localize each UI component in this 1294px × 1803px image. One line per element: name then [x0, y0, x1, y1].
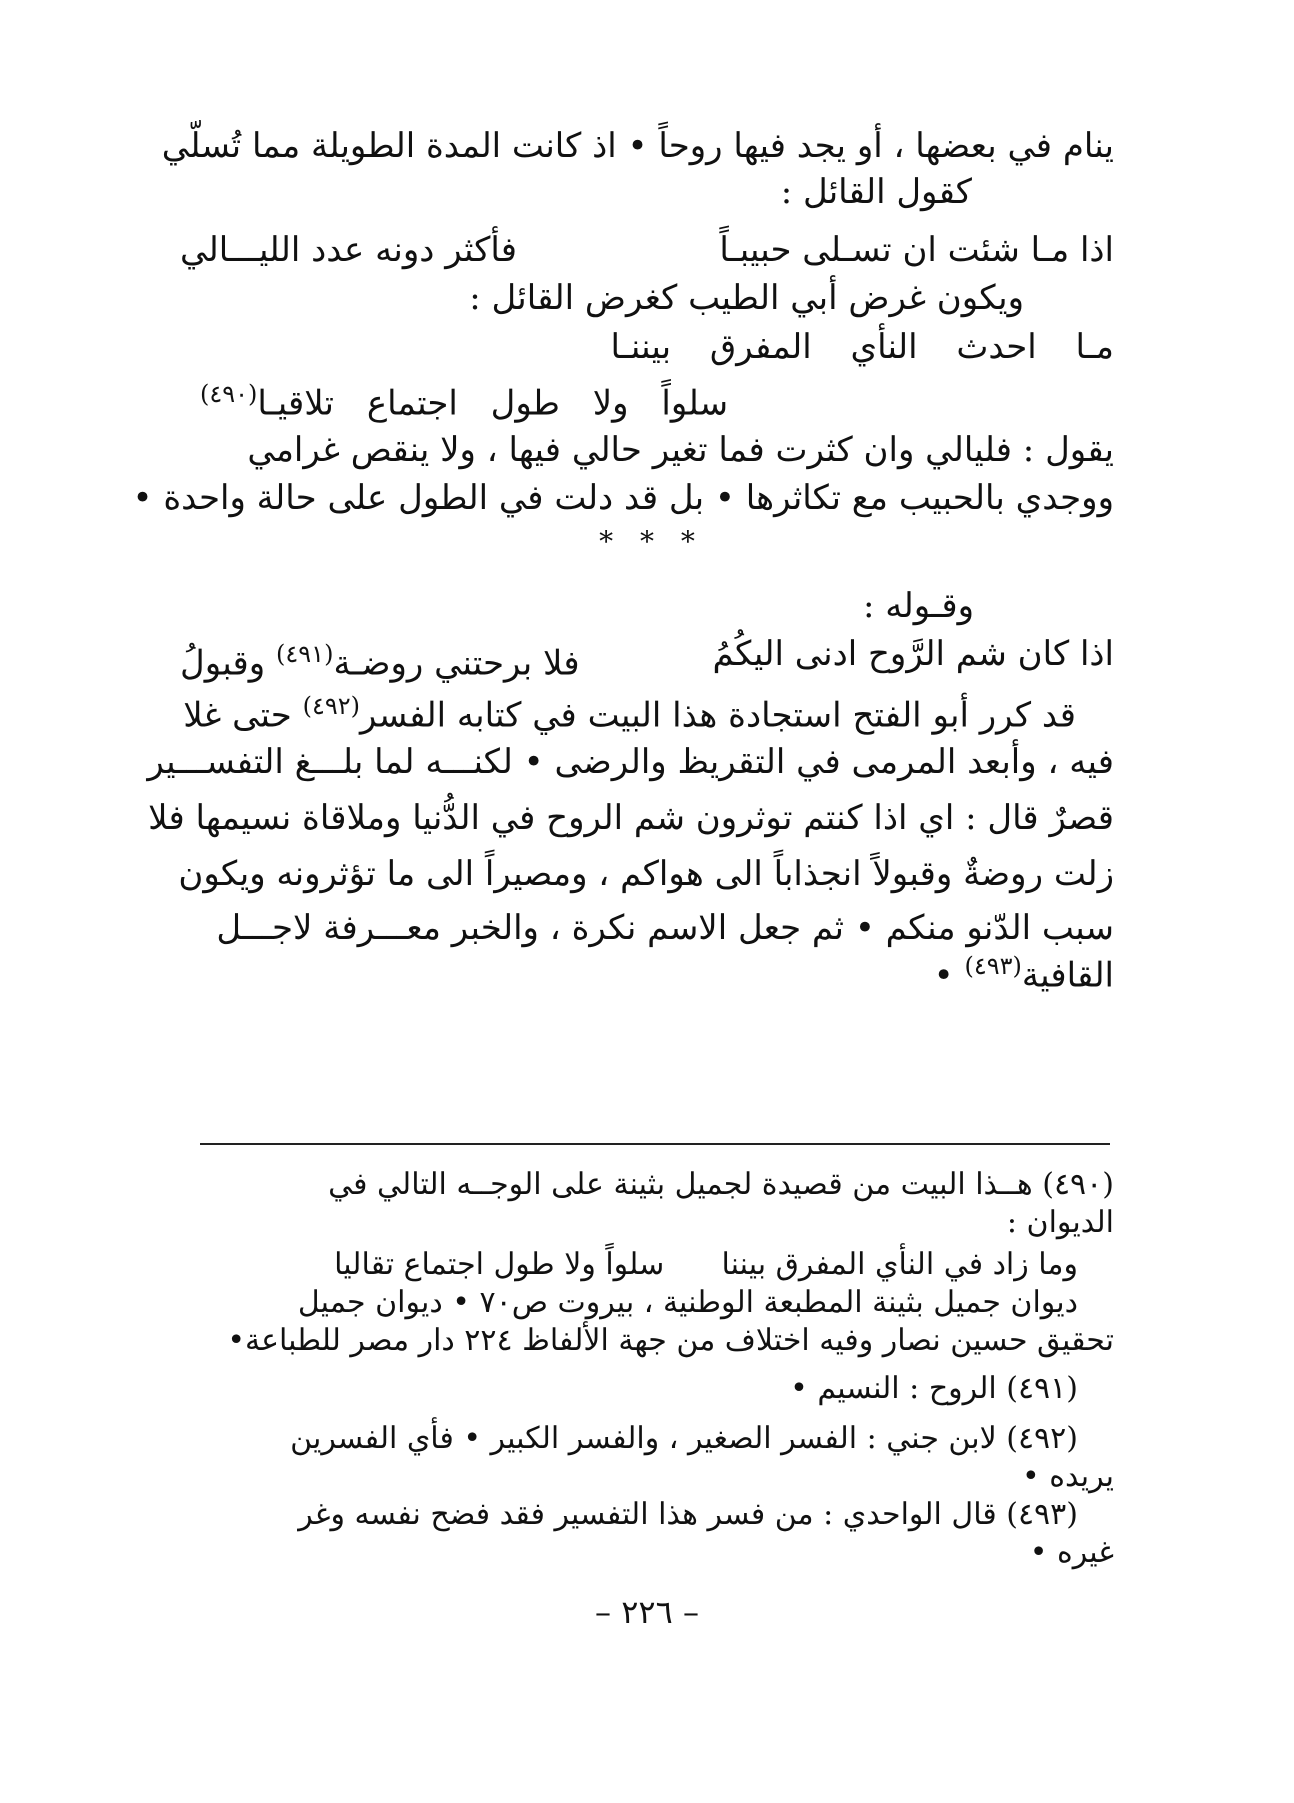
footnote-line: (٤٩٠) هــذا البيت من قصيدة لجميل بثينة على الوجــه التالي في	[328, 1167, 1114, 1202]
verse-second-hemistich	[180, 632, 580, 685]
footnote-reference: (٤٩١)	[276, 640, 334, 668]
text: قد كرر أبو الفتح استجادة هذا البيت في كتابه الفسر	[360, 695, 1076, 736]
footnote-line: (٤٩٢) لابن جني : الفسر الصغير ، والفسر الكبير • فأي الفسرين	[290, 1421, 1078, 1456]
verse-first-hemistich: مـا احدث النأي المفرق بيننـا	[610, 327, 1114, 367]
footnote-line: يريده •	[1022, 1459, 1114, 1494]
verse-text: سلواً ولا طول اجتماع تلاقيـا	[257, 383, 729, 424]
footnote-line: (٤٩١) الروح : النسيم •	[790, 1371, 1078, 1406]
verse-first-hemistich: اذا كان شم الرَّوح ادنى اليكُمُ	[712, 634, 1114, 674]
footnote-line: تحقيق حسين نصار وفيه اختلاف من جهة الألفاظ ٢٢٤ دار مصر للطباعة•	[227, 1323, 1114, 1358]
body-line: كقول القائل :	[780, 172, 972, 212]
verse-text: وقبولُ	[180, 643, 266, 684]
body-line	[183, 684, 1076, 737]
footnote-line: وما زاد في النأي المفرق بيننا سلواً ولا طول اجتماع تقاليا	[334, 1247, 1078, 1282]
footnote-reference: (٤٩٠)	[200, 380, 258, 408]
body-line: زلت روضةٌ وقبولاً انجذاباً الى هواكم ، ومصيراً الى ما تؤثرونه ويكون	[178, 854, 1114, 894]
footnote-line: ديوان جميل بثينة المطبعة الوطنية ، بيروت ص٧٠ • ديوان جميل	[297, 1285, 1078, 1320]
page-number: – ٢٢٦ –	[595, 1593, 699, 1631]
verse-first-hemistich: اذا مـا شئت ان تسـلى حبيبـاً	[719, 230, 1114, 270]
footnote-divider	[200, 1143, 1110, 1145]
text: حتى غلا	[183, 695, 292, 736]
body-line: ينام في بعضها ، أو يجد فيها روحاً • اذ كانت المدة الطويلة مما تُسلّي	[161, 126, 1114, 166]
section-separator: * * *	[599, 525, 695, 558]
footnote-reference: (٤٩٣)	[964, 952, 1022, 980]
verse-second-hemistich: فأكثر دونه عدد الليـــالي	[180, 230, 518, 270]
body-line: ويكون غرض أبي الطيب كغرض القائل :	[469, 278, 1024, 318]
footnote-reference: (٤٩٢)	[302, 692, 360, 720]
body-line: سبب الدّنو منكم • ثم جعل الاسم نكرة ، والخبر معـــرفة لاجـــل	[216, 908, 1114, 948]
verse-text: فلا برحتني روضـة	[333, 643, 580, 684]
footnote-line: الديوان :	[1006, 1205, 1114, 1240]
body-line: ووجدي بالحبيب مع تكاثرها • بل قد دلت في الطول على حالة واحدة •	[132, 478, 1114, 518]
verse-second-hemistich	[200, 372, 728, 425]
footnote-line: (٤٩٣) قال الواحدي : من فسر هذا التفسير فقد فضح نفسه وغر	[298, 1497, 1078, 1532]
body-line: وقـوله :	[862, 586, 974, 626]
text: •	[933, 955, 954, 996]
footnote-line: غيره •	[1029, 1535, 1114, 1570]
body-line: فيه ، وأبعد المرمى في التقريظ والرضى • لكنـــه لما بلـــغ التفســـير	[147, 742, 1114, 782]
text: القافية	[1021, 955, 1114, 996]
body-line: قصرٌ قال : اي اذا كنتم توثرون شم الروح في الدُّنيا وملاقاة نسيمها فلا	[148, 798, 1114, 838]
body-line	[934, 944, 1114, 997]
body-line: يقول : فليالي وان كثرت فما تغير حالي فيها ، ولا ينقص غرامي	[247, 430, 1114, 470]
